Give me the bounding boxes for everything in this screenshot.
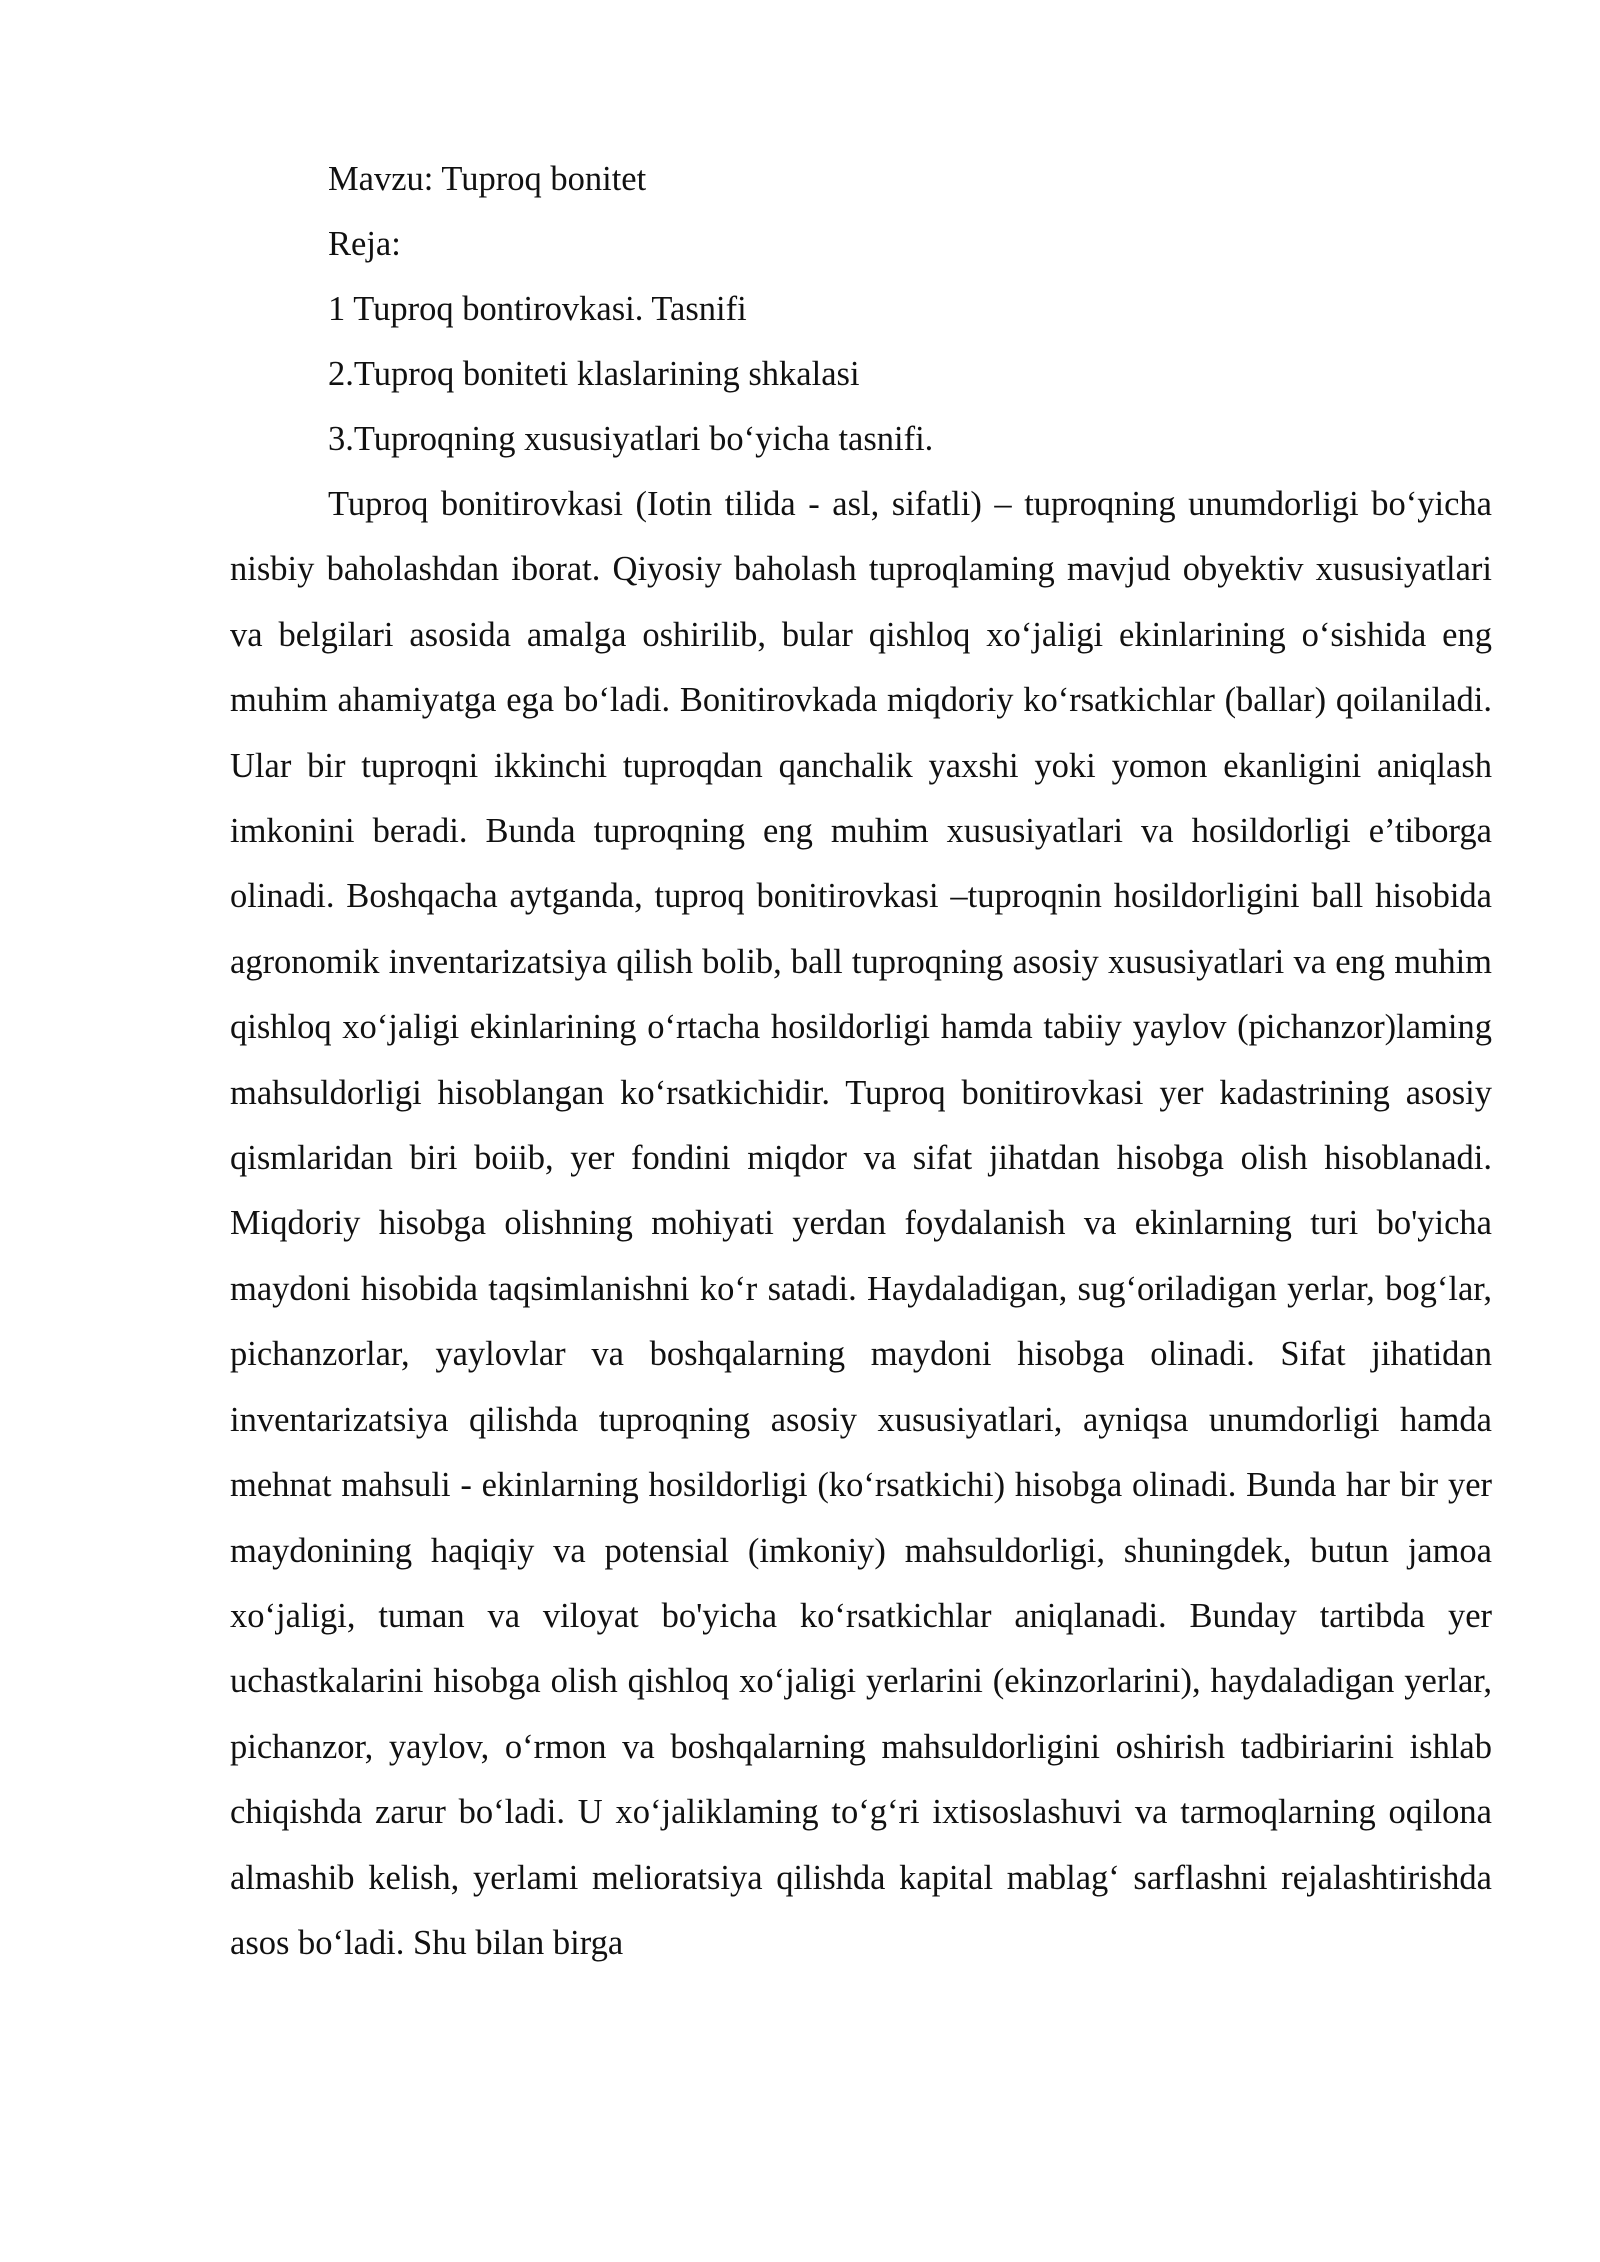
plan-label: Reja:	[328, 225, 401, 263]
plan-item: 2.Tuproq boniteti klaslarining shkalasi	[328, 355, 860, 393]
body-paragraph: Tuproq bonitirovkasi (Iotin tilida - asl, sifatli) – tuproqning unumdorligi bo‘yicha nisbiy baholashdan iborat. Qiyosiy baholash tuproqlaming mavjud obyektiv xususiyatlari va belgilari asosida amalga oshirilib, bular qishloq xo‘jaligi ekinlarining o‘sishida eng muhim ahamiyatga ega bo‘ladi. Bonitirovkada miqdoriy ko‘rsatkichlar (ballar) qoilaniladi. Ular bir tuproqni ikkinchi tuproqdan qanchalik yaxshi yoki yomon ekanligini aniqlash imkonini beradi. Bunda tuproqning eng muhim xususiyatlari va hosildorligi e’tiborga olinadi. Boshqacha aytganda, tuproq bonitirovkasi –tuproqnin hosildorligini ball hisobida agronomik inventarizatsiya qilish bolib, ball tuproqning asosiy xususiyatlari va eng muhim qishloq xo‘jaligi ekinlarining o‘rtacha hosildorligi hamda tabiiy yaylov (pichanzor)laming mahsuldorligi hisoblangan ko‘rsatkichidir. Tuproq bonitirovkasi yer kadastrining asosiy qismlaridan biri boiib, yer fondini miqdor va sifat jihatdan hisobga olish hisoblanadi. Miqdoriy hisobga olishning mohiyati yerdan foydalanish va ekinlarning turi bo'yicha maydoni hisobida taqsimlanishni ko‘r satadi. Haydaladigan, sug‘oriladigan yerlar, bog‘lar, pichanzorlar, yaylovlar va boshqalarning maydoni hisobga olinadi. Sifat jihatidan inventarizatsiya qilishda tuproqning asosiy xususiyatlari, ayniqsa unumdorligi hamda mehnat mahsuli - ekinlarning hosildorligi (ko‘rsatkichi) hisobga olinadi. Bunda har bir yer maydonining haqiqiy va potensial (imkoniy) mahsuldorligi, shuningdek, butun jamoa xo‘jaligi, tuman va viloyat bo'yicha ko‘rsatkichlar aniqlanadi. Bunday tartibda yer uchastkalarini hisobga olish qishloq xo‘jaligi yerlarini (ekinzorlarini), haydaladigan yerlar, pichanzor, yaylov, o‘rmon va boshqalarning mahsuldorligini oshirish tadbiriarini ishlab chiqishda zarur bo‘ladi. U xo‘jaliklaming to‘g‘ri ixtisoslashuvi va tarmoqlarning oqilona almashib kelish, yerlami melioratsiya qilishda kapital mablag‘ sarflashni rejalashtirishda asos bo‘ladi. Shu bilan birga	[230, 485, 1492, 1962]
plan-item: 1 Tuproq bontirovkasi. Tasnifi	[328, 290, 747, 328]
topic-line: Mavzu: Tuproq bonitet	[328, 160, 647, 198]
plan-item: 3.Tuproqning xususiyatlari bo‘yicha tasnifi.	[328, 420, 934, 458]
document-content	[230, 147, 1492, 1976]
